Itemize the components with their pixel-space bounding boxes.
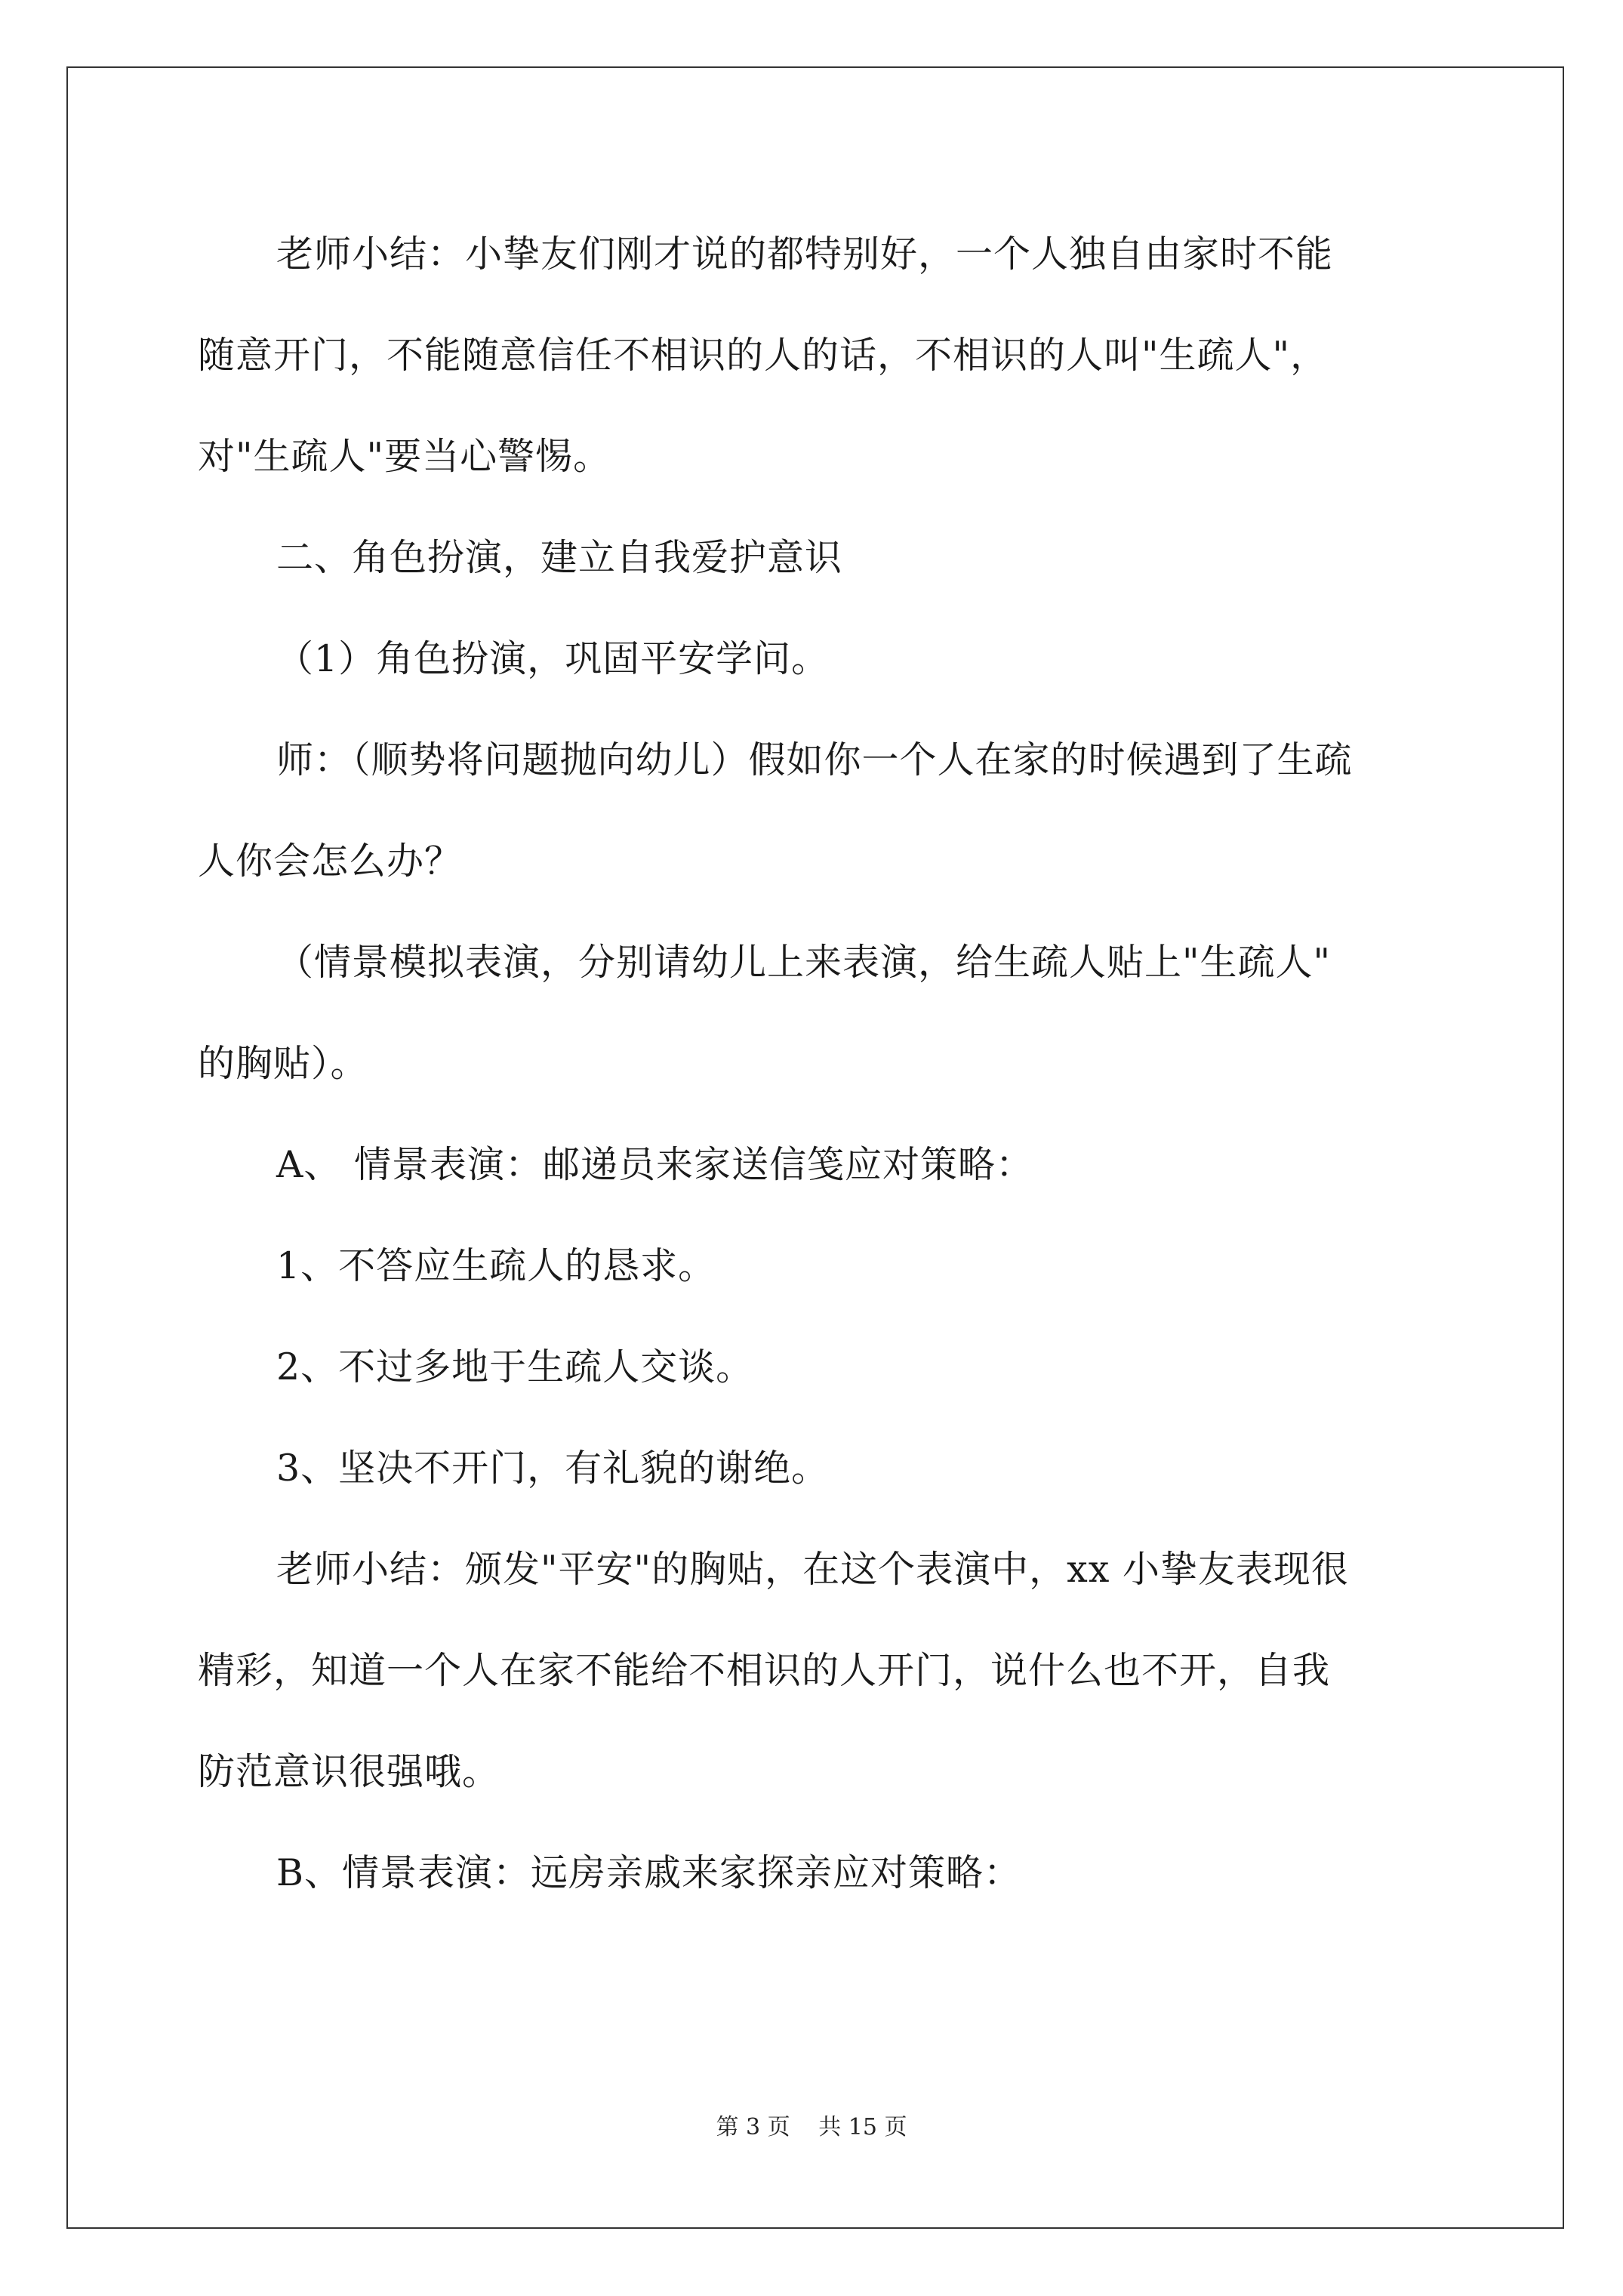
text-line: 1、不答应生疏人的恳求。 bbox=[276, 1244, 716, 1287]
page-number: 第 3 页 bbox=[716, 2114, 790, 2140]
list-item-1 bbox=[198, 1216, 1436, 1317]
paragraph-scenario-b bbox=[198, 1823, 1436, 1924]
list-item-2 bbox=[198, 1317, 1436, 1418]
list-item-3 bbox=[198, 1418, 1436, 1519]
text-line: 人你会怎么办？ bbox=[198, 840, 463, 883]
page-footer bbox=[0, 2113, 1623, 2143]
paragraph-scenario-a bbox=[198, 1114, 1436, 1216]
paragraph-teacher-question bbox=[198, 710, 1436, 912]
text-line: 的胸贴）。 bbox=[198, 1042, 368, 1085]
text-line: 对"生疏人"要当心警惕。 bbox=[198, 435, 611, 478]
paragraph-subsection-1 bbox=[198, 609, 1436, 710]
text-line: 精彩，知道一个人在家不能给不相识的人开门，说什么也不开，自我 bbox=[198, 1649, 1331, 1692]
page-total: 共 15 页 bbox=[818, 2114, 907, 2140]
text-line: 随意开门，不能随意信任不相识的人的话，不相识的人叫"生疏人"， bbox=[198, 334, 1329, 377]
section-heading-role-play bbox=[198, 507, 1436, 609]
text-line: A、 情景表演：邮递员来家送信笺应对策略： bbox=[276, 1143, 1033, 1186]
text-line: （1）角色扮演，巩固平安学问。 bbox=[276, 637, 830, 680]
paragraph-teacher-summary-2 bbox=[198, 1519, 1436, 1823]
paragraph-teacher-summary-1 bbox=[198, 204, 1436, 507]
paragraph-scenario-simulation bbox=[198, 912, 1436, 1114]
text-line: 师：（顺势将问题抛向幼儿）假如你一个人在家的时候遇到了生疏 bbox=[276, 738, 1353, 781]
text-line: 老师小结：小挚友们刚才说的都特别好，一个人独自由家时不能 bbox=[276, 233, 1334, 276]
text-line: 老师小结：颁发"平安"的胸贴，在这个表演中，xx 小挚友表现很 bbox=[276, 1548, 1349, 1591]
text-line: 3、坚决不开门，有礼貌的谢绝。 bbox=[276, 1447, 830, 1490]
text-line: 二、角色扮演，建立自我爱护意识 bbox=[276, 536, 843, 579]
text-line: （情景模拟表演，分别请幼儿上来表演，给生疏人贴上"生疏人" bbox=[276, 941, 1332, 984]
text-line: 2、不过多地于生疏人交谈。 bbox=[276, 1345, 754, 1388]
text-line: 防范意识很强哦。 bbox=[198, 1750, 500, 1793]
text-line: B、情景表演：远房亲戚来家探亲应对策略： bbox=[276, 1851, 1022, 1894]
